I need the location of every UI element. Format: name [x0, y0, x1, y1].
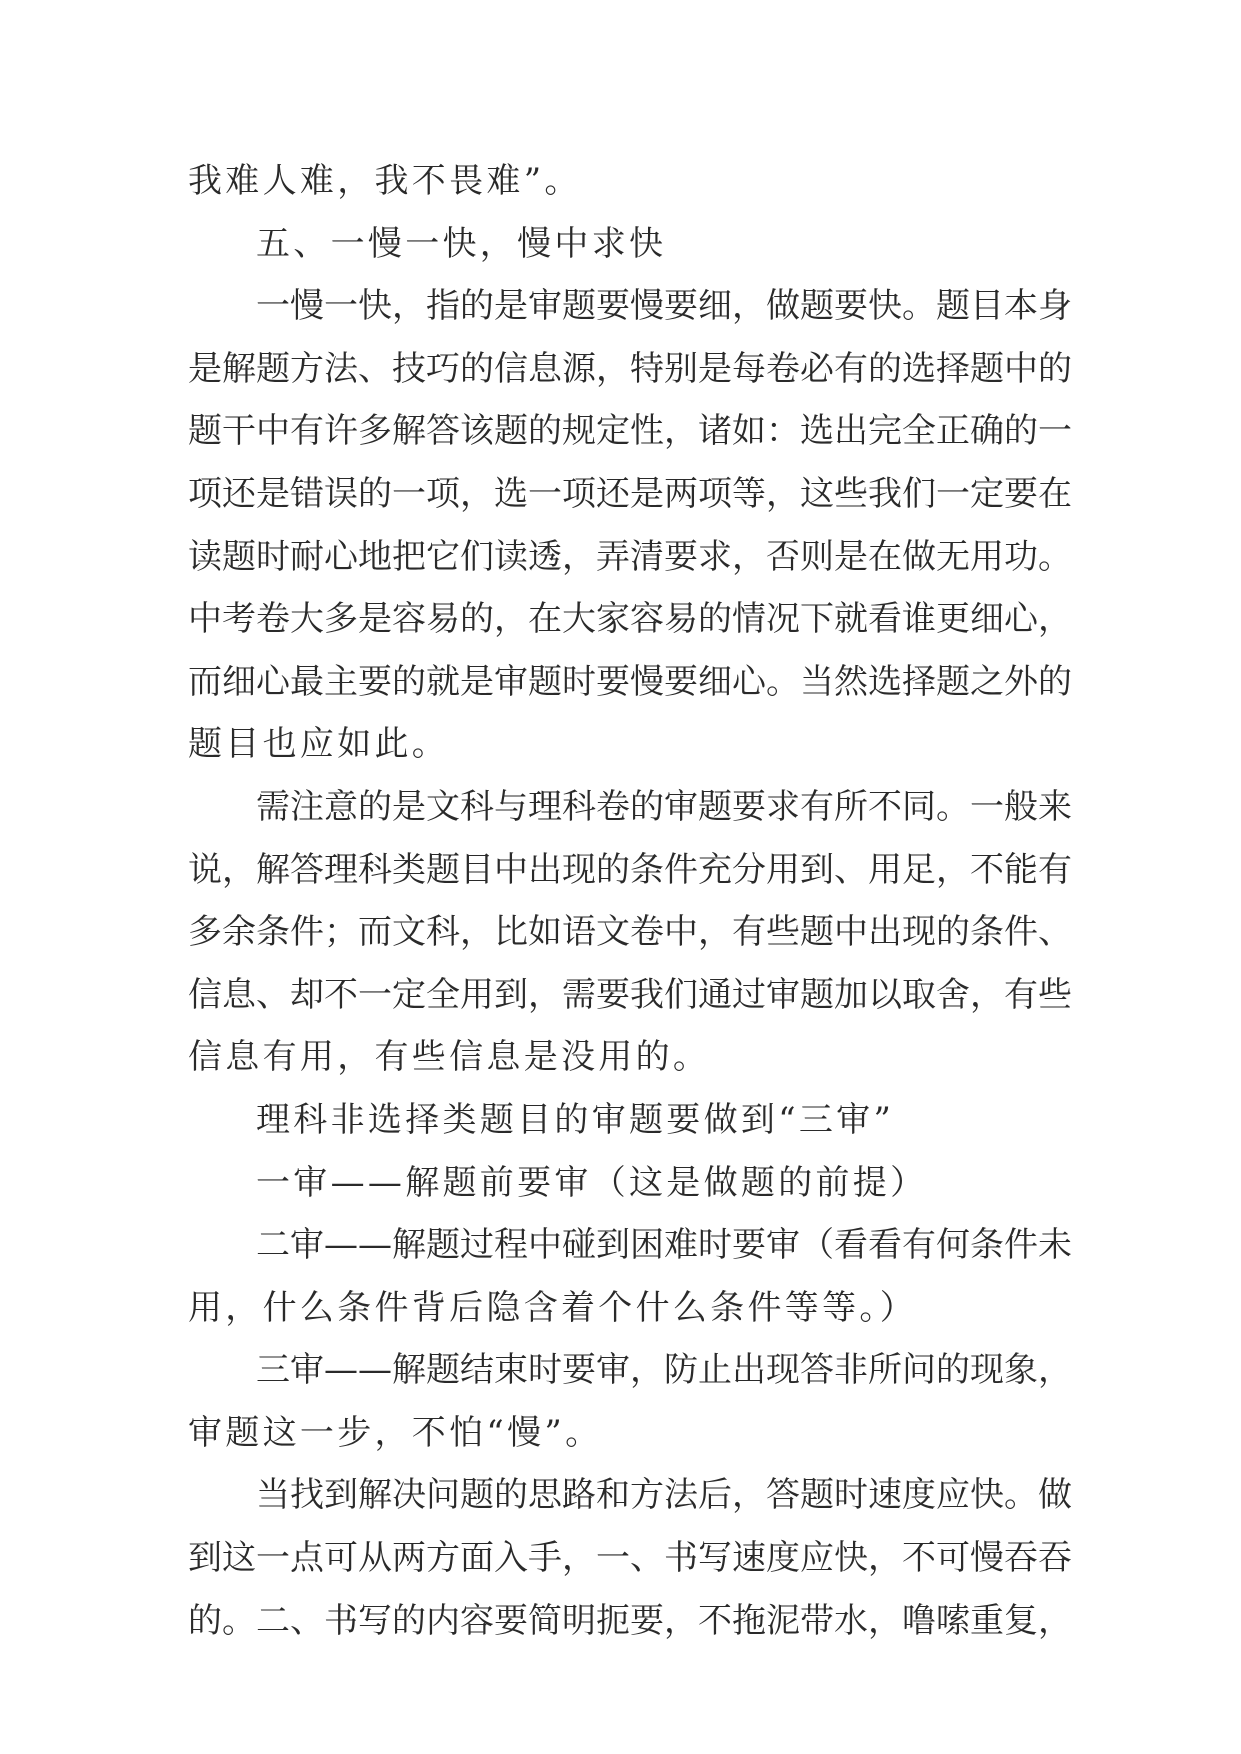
text-line: 我难人难，我不畏难”。 [188, 161, 582, 201]
text-line: 一审——解题前要审（这是做题的前提） [256, 1162, 928, 1203]
text-line: 需注意的是文科与理科卷的审题要求有所不同。一般来 [256, 786, 1072, 827]
text-line: 题干中有许多解答该题的规定性，诸如：选出完全正确的一 [188, 411, 1072, 452]
text-line: 理科非选择类题目的审题要做到“三审” [256, 1099, 895, 1140]
text-line: 是解题方法、技巧的信息源，特别是每卷必有的选择题中的 [188, 348, 1072, 389]
text-line: 到这一点可从两方面入手，一、书写速度应快，不可慢吞吞 [188, 1538, 1072, 1579]
text-line: 说，解答理科类题目中出现的条件充分用到、用足，不能有 [188, 849, 1072, 890]
text-line: 审题这一步，不怕“慢”。 [188, 1412, 603, 1453]
text-line: 读题时耐心地把它们读透，弄清要求，否则是在做无用功。 [188, 536, 1072, 577]
text-line: 信息有用，有些信息是没用的。 [188, 1037, 711, 1078]
text-line: 多余条件；而文科，比如语文卷中，有些题中出现的条件、 [188, 912, 1072, 953]
text-line: 二审——解题过程中碰到困难时要审（看看有何条件未 [256, 1225, 1072, 1266]
text-line: 项还是错误的一项，选一项还是两项等，这些我们一定要在 [188, 473, 1072, 514]
section-heading: 五、一慢一快，慢中求快 [256, 223, 667, 264]
text-line: 三审——解题结束时要审，防止出现答非所问的现象， [256, 1350, 1072, 1391]
text-line: 中考卷大多是容易的，在大家容易的情况下就看谁更细心， [188, 599, 1072, 640]
text-line: 的。二、书写的内容要简明扼要，不拖泥带水，噜嗦重复， [188, 1600, 1072, 1641]
text-line: 而细心最主要的就是审题时要慢要细心。当然选择题之外的 [188, 661, 1072, 702]
text-line: 题目也应如此。 [188, 724, 450, 765]
text-line: 用，什么条件背后隐含着个什么条件等等。） [188, 1287, 917, 1328]
text-line: 当找到解决问题的思路和方法后，答题时速度应快。做 [256, 1475, 1072, 1516]
text-line: 一慢一快，指的是审题要慢要细，做题要快。题目本身 [256, 286, 1072, 327]
document-body [188, 160, 1072, 1662]
text-line: 信息、却不一定全用到，需要我们通过审题加以取舍，有些 [188, 974, 1072, 1015]
